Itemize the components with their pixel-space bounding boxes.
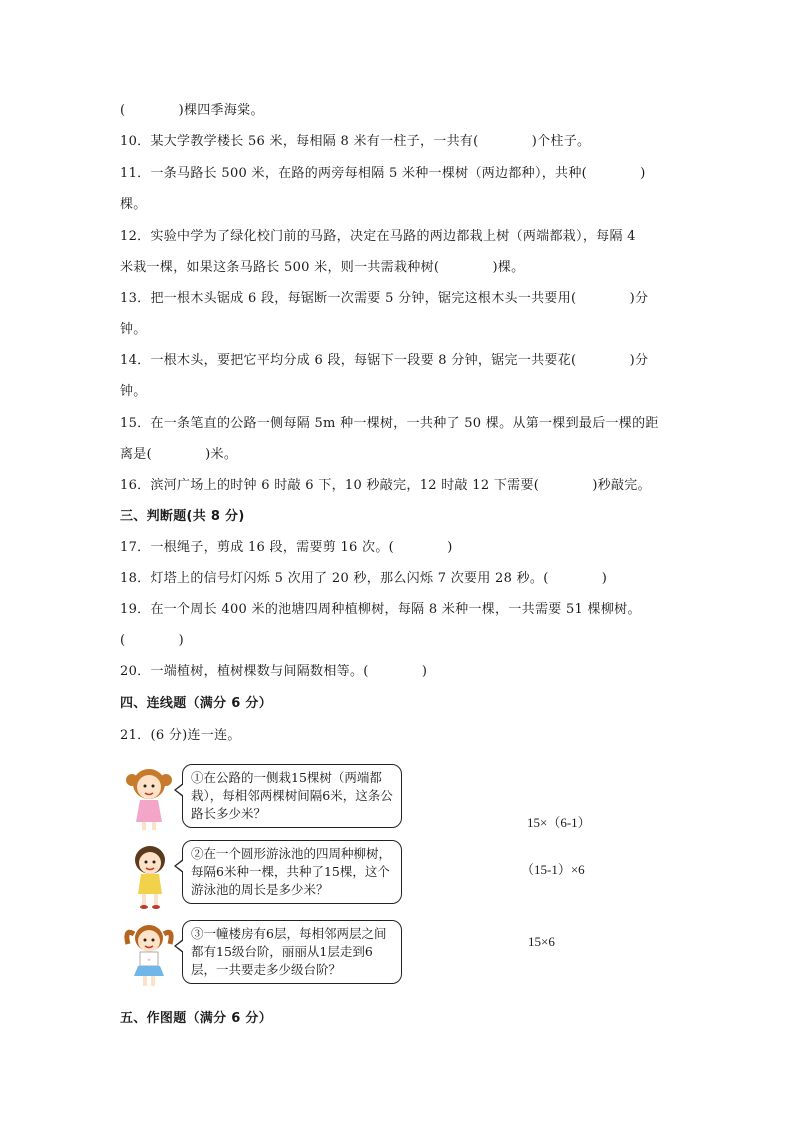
question-15-line2: 离是( )米。 xyxy=(120,447,238,462)
section-3-heading: 三、判断题(共 8 分) xyxy=(120,509,245,524)
question-11-line1: 11．一条马路长 500 米，在路的两旁每相隔 5 米种一棵树（两边都种），共种( ) xyxy=(120,166,646,181)
girl-illustration-1 xyxy=(118,762,180,832)
question-19-line2: ( ) xyxy=(120,633,184,648)
question-15-line1: 15．在一条笔直的公路一侧每隔 5m 种一棵树，一共种了 50 棵。从第一棵到最后一棵的距 xyxy=(120,416,659,431)
section-4-heading: 四、连线题（满分 6 分） xyxy=(120,696,272,711)
speech-bubble-1: ①在公路的一侧栽15棵树（两端都栽），每相邻两棵树间隔6米，这条公路长多少米？ xyxy=(182,764,402,828)
question-12-line2: 米栽一棵，如果这条马路长 500 米，则一共需栽种树( )棵。 xyxy=(120,260,525,275)
section-5-heading: 五、作图题（满分 6 分） xyxy=(120,1011,272,1026)
question-13-line1: 13．把一根木头锯成 6 段，每锯断一次需要 5 分钟，锯完这根木头一共要用( )分 xyxy=(120,291,649,306)
question-14-line1: 14．一根木头，要把它平均分成 6 段，每锯下一段要 8 分钟，锯完一共要花( )分 xyxy=(120,353,649,368)
speech-bubble-3: ③一幢楼房有6层，每相邻两层之间都有15级台阶，丽丽从1层走到6层，一共要走多少级台阶？ xyxy=(182,920,402,984)
question-16: 16．滨河广场上的时钟 6 时敲 6 下，10 秒敲完，12 时敲 12 下需要( )秒敲完。 xyxy=(120,478,651,493)
question-18: 18．灯塔上的信号灯闪烁 5 次用了 20 秒，那么闪烁 7 次要用 28 秒。( ) xyxy=(120,571,608,586)
question-11-line2: 棵。 xyxy=(120,197,147,212)
question-14-line2: 钟。 xyxy=(120,384,147,399)
girl-illustration-2 xyxy=(120,840,180,910)
question-text-line: ( )棵四季海棠。 xyxy=(120,103,264,118)
question-17: 17．一根绳子，剪成 16 段，需要剪 16 次。( ) xyxy=(120,540,453,555)
speech-bubble-2: ②在一个圆形游泳池的四周种柳树，每隔6米种一棵，共种了15棵，这个游泳池的周长是多少米？ xyxy=(182,840,402,904)
expression-2[interactable]: （15-1）×6 xyxy=(521,862,585,877)
question-20: 20．一端植树，植树棵数与间隔数相等。( ) xyxy=(120,664,428,679)
question-19-line1: 19．在一个周长 400 米的池塘四周种植柳树，每隔 8 米种一棵，一共需要 51 棵柳树。 xyxy=(120,602,641,617)
expression-1[interactable]: 15×（6-1） xyxy=(527,815,591,830)
girl-illustration-3 xyxy=(118,918,180,990)
question-21: 21．(6 分)连一连。 xyxy=(120,728,241,743)
question-12-line1: 12．实验中学为了绿化校门前的马路，决定在马路的两边都栽上树（两端都栽），每隔 4 xyxy=(120,229,636,244)
expression-3[interactable]: 15×6 xyxy=(528,934,555,949)
question-10: 10．某大学教学楼长 56 米，每相隔 8 米有一柱子，一共有( )个柱子。 xyxy=(120,134,591,149)
question-13-line2: 钟。 xyxy=(120,322,147,337)
